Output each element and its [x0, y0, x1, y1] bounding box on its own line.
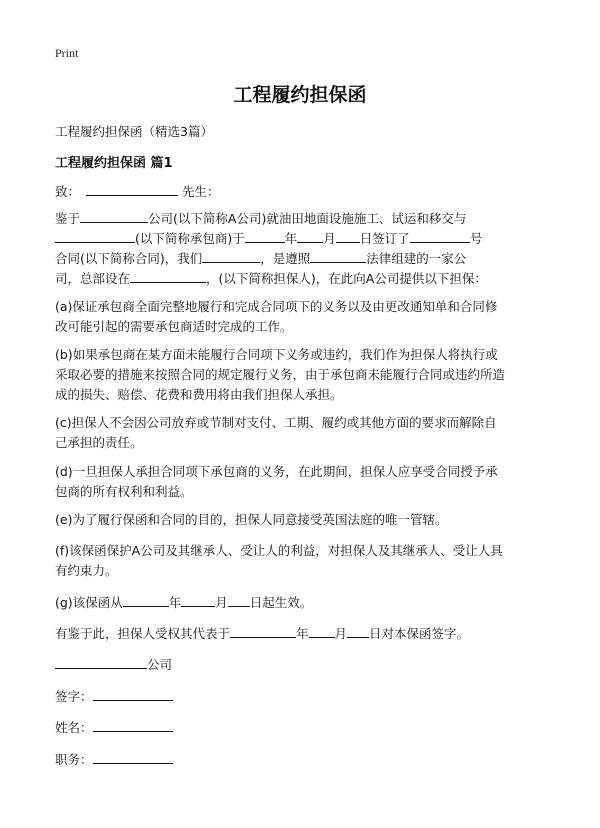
clause-g [55, 593, 312, 611]
clause-g-text: 日起生效。 [249, 595, 313, 610]
subtitle: 工程履约担保函（精选3篇） [55, 124, 213, 139]
opening-text: (以下简称承包商)于 [135, 231, 245, 246]
clause-a-line: 改可能引起的需要承包商适时完成的工作。 [55, 319, 293, 334]
clause-c-line: (c)担保人不会因公司放弃或节制对支付、工期、履约或其他方面的要求而解除自 [55, 415, 497, 430]
signature-name-line [55, 718, 173, 736]
opening-text: 司，总部设在 [55, 271, 131, 286]
year-label: 年 [168, 595, 182, 610]
signature-company-label: 公司 [147, 657, 173, 672]
page-title: 工程履约担保函 [233, 84, 367, 106]
contractor-blank [55, 230, 135, 243]
clause-d-line: (d)一旦担保人承担合同项下承包商的义务，在此期间，担保人应享受合同授予承 [55, 464, 498, 479]
signature-sign-line [55, 687, 173, 705]
signature-company-blank [55, 656, 147, 669]
signature-name-blank [93, 719, 173, 732]
closing-line [55, 624, 469, 642]
clause-e [55, 510, 555, 530]
law-blank [310, 250, 366, 263]
salutation-prefix: 致： [55, 184, 81, 199]
month-blank [297, 230, 323, 243]
clause-g-text: (g)该保函从 [55, 595, 123, 610]
month-label: 月 [334, 626, 348, 641]
clause-a-line: (a)保证承包商全面完整地履行和完成合同项下的义务以及由更改通知单和合同修 [55, 299, 498, 314]
salutation-suffix: 先生： [182, 184, 220, 199]
signing-year-blank [230, 625, 296, 638]
month-label: 月 [215, 595, 228, 610]
signing-month-blank [309, 625, 335, 638]
closing-text: 日对本保函签字。 [369, 626, 470, 641]
opening-line-2 [55, 229, 555, 249]
signature-company-line [55, 655, 172, 673]
closing-text: 有鉴于此，担保人受权其代表于 [55, 626, 231, 641]
clause-c [55, 413, 555, 453]
opening-text: 号 [469, 231, 483, 246]
clause-d [55, 462, 555, 502]
signing-day-blank [347, 625, 369, 638]
signature-position-label: 职务： [55, 752, 93, 767]
opening-paragraph [55, 209, 555, 289]
clause-f-line: (f)该保函保护A公司及其继承人、受让人的利益，对担保人及其继承人、受让人具 [55, 543, 503, 558]
salutation-line [55, 182, 220, 200]
clause-b-line: (b)如果承包商在某方面未能履行合同项下义务或违约，我们作为担保人将执行或 [55, 347, 498, 362]
company-blank [80, 210, 148, 223]
clause-f [55, 541, 555, 581]
clause-f-line: 有约束力。 [55, 563, 118, 578]
opening-text: 鉴于 [55, 211, 81, 226]
recipient-blank [86, 183, 178, 196]
signature-sign-blank [93, 688, 173, 701]
year-label: 年 [284, 231, 298, 246]
opening-line-4 [55, 269, 555, 289]
guarantor-blank [202, 250, 260, 263]
contract-number-blank [410, 230, 470, 243]
effective-month-blank [181, 594, 215, 607]
signature-name-label: 姓名： [55, 720, 93, 735]
month-label: 月 [323, 231, 336, 246]
clause-d-line: 包商的所有权利和利益。 [55, 484, 193, 499]
year-label: 年 [296, 626, 309, 641]
effective-day-blank [228, 594, 250, 607]
print-link[interactable]: Print [55, 46, 79, 60]
clause-e-line: (e)为了履行保函和合同的目的，担保人同意接受英国法庭的唯一管辖。 [55, 512, 448, 527]
signature-position-line [55, 750, 173, 768]
signature-position-blank [93, 751, 173, 764]
clause-b [55, 345, 555, 405]
opening-text: 日签订了 [359, 231, 410, 246]
headquarters-blank [130, 270, 206, 283]
signature-sign-label: 签字： [55, 689, 93, 704]
opening-text: 合同(以下简称合同)，我们 [55, 251, 203, 266]
opening-line-3 [55, 249, 555, 269]
effective-year-blank [123, 594, 169, 607]
clause-b-line: 成的损失、赔偿、花费和费用将由我们担保人承担。 [55, 387, 343, 402]
opening-text: ，(以下简称担保人)，在此向A公司提供以下担保： [206, 271, 487, 286]
clause-c-line: 己承担的责任。 [55, 435, 143, 450]
opening-line-1 [55, 209, 555, 229]
clause-b-line: 采取必要的措施来按照合同的规定履行义务，由于承包商未能履行合同或违约所造 [55, 367, 506, 382]
year-blank [245, 230, 285, 243]
section-heading: 工程履约担保函 篇1 [55, 156, 173, 171]
day-blank [336, 230, 360, 243]
clause-a [55, 297, 555, 337]
opening-text: 法律组建的一家公 [366, 251, 467, 266]
opening-text: ，是遵照 [260, 251, 311, 266]
opening-text: 公司(以下简称A公司)就油田地面设施施工、试运和移交与 [148, 211, 467, 226]
